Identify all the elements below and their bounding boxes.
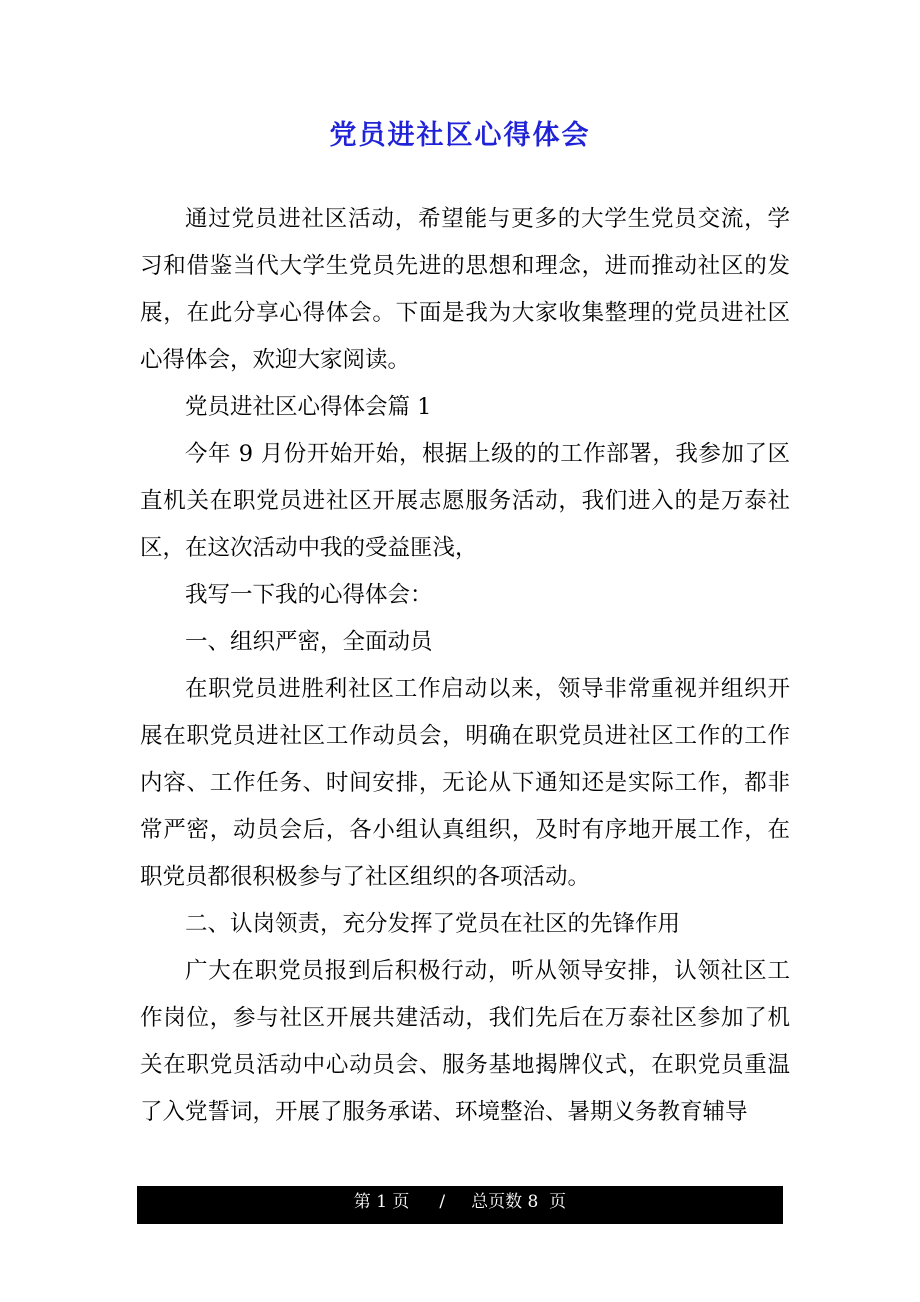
page-number: 第 1 页: [353, 1192, 410, 1212]
paragraph-action: 广大在职党员报到后积极行动，听从领导安排，认领社区工作岗位，参与社区开展共建活动，我们先后在万泰社区参加了机关在职党员活动中心动员会、服务基地揭牌仪式，在职党员重温了入党誓词，开展了服务承诺、环境整治、暑期义务教育辅导: [140, 958, 790, 1125]
total-pages: 总页数 8 页: [471, 1192, 567, 1212]
document-body: [140, 196, 790, 1136]
paragraph-lead: 我写一下我的心得体会：: [185, 582, 433, 608]
page-footer: [137, 1186, 783, 1224]
subheading-one: 一、组织严密，全面动员: [185, 629, 433, 655]
paragraph-organization: 在职党员进胜利社区工作启动以来，领导非常重视并组织开展在职党员进社区工作动员会，明确在职党员进社区工作的工作内容、工作任务、时间安排，无论从下通知还是实际工作，都非常严密，动员会后，各小组认真组织，及时有序地开展工作，在职党员都很积极参与了社区组织的各项活动。: [140, 676, 790, 890]
paragraph-start: 今年 9 月份开始开始，根据上级的的工作部署，我参加了区直机关在职党员进社区开展志愿服务活动，我们进入的是万泰社区，在这次活动中我的受益匪浅，: [140, 441, 790, 561]
document-title: 党员进社区心得体会: [329, 120, 591, 151]
page-separator: /: [439, 1192, 446, 1212]
subheading-two: 二、认岗领责，充分发挥了党员在社区的先锋作用: [185, 911, 681, 937]
paragraph-intro: 通过党员进社区活动，希望能与更多的大学生党员交流，学习和借鉴当代大学生党员先进的思想和理念，进而推动社区的发展，在此分享心得体会。下面是我为大家收集整理的党员进社区心得体会，欢迎大家阅读。: [140, 206, 790, 373]
section-heading-part1: 党员进社区心得体会篇 1: [185, 394, 432, 420]
